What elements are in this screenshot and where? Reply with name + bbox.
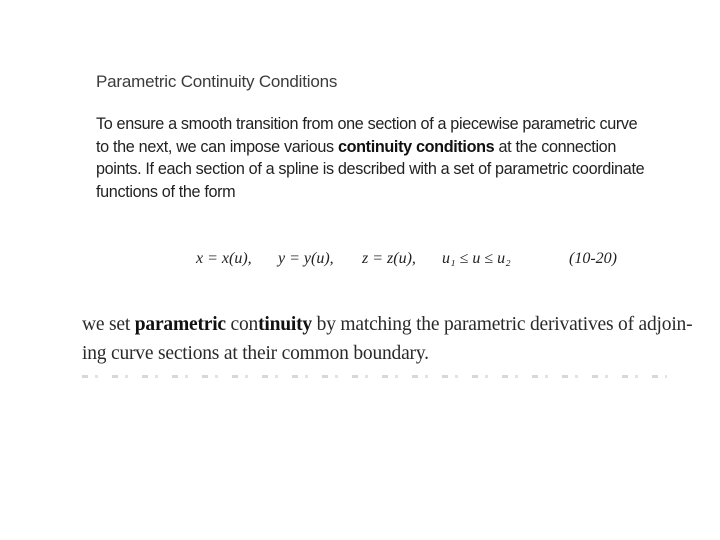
intro-line-2-post: at the connection xyxy=(494,137,616,156)
equation-10-20 xyxy=(196,250,616,274)
intro-paragraph xyxy=(96,113,645,203)
parametric-term: parametric xyxy=(134,314,226,335)
continuity-line-1 xyxy=(82,310,693,339)
equation-range: u₁ ≤ u ≤ u₂ xyxy=(442,250,511,267)
section-heading: Parametric Continuity Conditions xyxy=(96,72,338,91)
continuity-line-2: ing curve sections at their common boundary. xyxy=(82,343,429,364)
intro-line-4: functions of the form xyxy=(96,182,236,201)
intro-line-2-pre: to the next, we can impose various xyxy=(96,137,338,156)
cropped-text-remnant xyxy=(82,375,667,378)
continuity-line-1-post: by matching the parametric derivatives of adjoin- xyxy=(311,314,693,335)
continuity-paragraph xyxy=(82,310,693,368)
intro-line-2 xyxy=(96,136,616,159)
equation-y: y = y(u), xyxy=(278,250,334,267)
continuity-term-suffix: tinuity xyxy=(258,314,312,335)
continuity-conditions-term: continuity conditions xyxy=(337,137,495,156)
equation-x: x = x(u), xyxy=(196,250,252,267)
intro-line-3: points. If each section of a spline is described with a set of parametric coordinate xyxy=(96,160,645,178)
continuity-line-1-mid: con xyxy=(225,314,259,335)
continuity-line-1-pre: we set xyxy=(82,314,135,335)
intro-line-1: To ensure a smooth transition from one section of a piecewise parametric curve xyxy=(96,115,638,133)
equation-z: z = z(u), xyxy=(362,250,416,267)
equation-number: (10-20) xyxy=(569,250,617,267)
